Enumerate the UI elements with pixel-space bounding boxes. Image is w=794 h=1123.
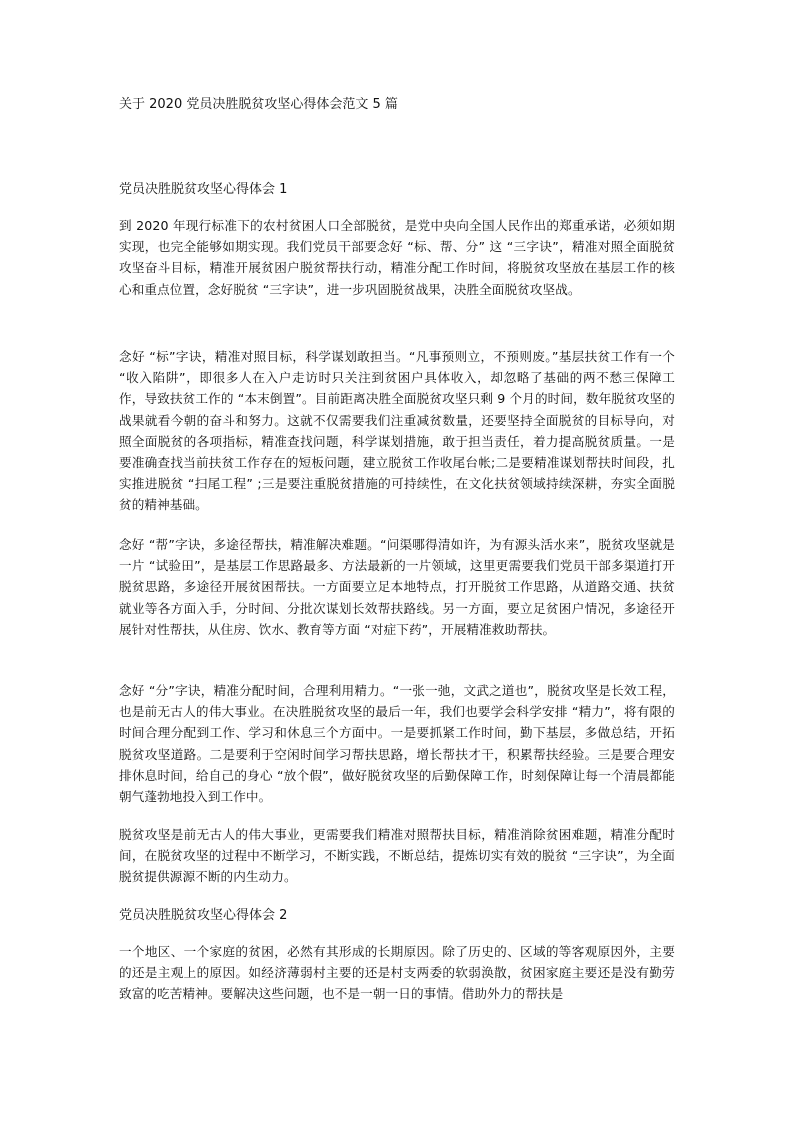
page-title: 关于 2020 党员决胜脱贫攻坚心得体会范文 5 篇 — [119, 97, 398, 112]
section-1-paragraph-4: 念好 “分”字诀，精准分配时间，合理利用精力。“一张一弛，文武之道也”，脱贫攻坚是长效工程，也是前无古人的伟大事业。在决胜脱贫攻坚的最后一年，我们也要学会科学安排 “精力”，将有限的时间合理分配到工作、学习和休息三个方面中。一是要抓紧工作时间，勤下基层，多做总结，开拓脱贫攻坚道路。二是要利于空闲时间学习帮扶思路，增长帮扶才干，积累帮扶经验。三是要合理安排休息时间，给自己的身心 “放个假”，做好脱贫攻坚的后勤保障工作，时刻保障让每一个清晨都能朝气蓬勃地投入到工作中。 — [119, 683, 675, 805]
section-heading-1: 党员决胜脱贫攻坚心得体会 1 — [119, 182, 288, 197]
section-2-paragraph-1: 一个地区、一个家庭的贫困，必然有其形成的长期原因。除了历史的、区域的等客观原因外，主要的还是主观上的原因。如经济薄弱村主要的还是村支两委的软弱涣散，贫困家庭主要还是没有勤劳致富的吃苦精神。要解决这些问题，也不是一朝一日的事情。借助外力的帮扶是 — [119, 944, 675, 1002]
section-1-paragraph-1: 到 2020 年现行标准下的农村贫困人口全部脱贫，是党中央向全国人民作出的郑重承诺，必须如期实现，也完全能够如期实现。我们党员干部要念好 “标、帮、分” 这 “三字诀”，精准对照全面脱贫攻坚奋斗目标，精准开展贫困户脱贫帮扶行动，精准分配工作时间，将脱贫攻坚放在基层工作的核心和重点位置，念好脱贫 “三字诀”，进一步巩固脱贫战果，决胜全面脱贫攻坚战。 — [119, 218, 675, 297]
section-heading-2: 党员决胜脱贫攻坚心得体会 2 — [119, 908, 288, 923]
section-1-paragraph-2: 念好 “标”字诀，精准对照目标，科学谋划敢担当。“凡事预则立，不预则废。”基层扶贫工作有一个 “收入陷阱”，即很多人在入户走访时只关注到贫困户具体收入，却忽略了基础的两不愁三保障工作，导致扶贫工作的 “本末倒置”。目前距离决胜全面脱贫攻坚只剩 9 个月的时间，数年脱贫攻坚的战果就看今朝的奋斗和努力。这就不仅需要我们注重减贫数量，还要坚持全面脱贫的目标导向，对照全面脱贫的各项指标，精准查找问题，科学谋划措施，敢于担当责任，着力提高脱贫质量。一是要准确查找当前扶贫工作存在的短板问题，建立脱贫工作收尾台帐;二是要精准谋划帮扶时间段，扎实推进脱贫 “扫尾工程” ;三是要注重脱贫措施的可持续性，在文化扶贫领域持续深耕，夯实全面脱贫的精神基础。 — [119, 349, 675, 513]
section-1-paragraph-3: 念好 “帮”字诀，多途径帮扶，精准解决难题。“问渠哪得清如许，为有源头活水来”，脱贫攻坚就是一片 “试验田”，是基层工作思路最多、方法最新的一片领域，这里更需要我们党员干部多渠道打开脱贫思路，多途径开展贫困帮扶。一方面要立足本地特点，打开脱贫工作思路，从道路交通、扶贫就业等各方面入手，分时间、分批次谋划长效帮扶路线。另一方面，要立足贫困户情况，多途径开展针对性帮扶，从住房、饮水、教育等方面 “对症下药”，开展精准救助帮扶。 — [119, 537, 675, 637]
section-1-paragraph-5: 脱贫攻坚是前无古人的伟大事业，更需要我们精准对照帮扶目标，精准消除贫困难题，精准分配时间，在脱贫攻坚的过程中不断学习，不断实践，不断总结，提炼切实有效的脱贫 “三字诀”，为全面脱贫提供源源不断的内生动力。 — [119, 827, 675, 885]
